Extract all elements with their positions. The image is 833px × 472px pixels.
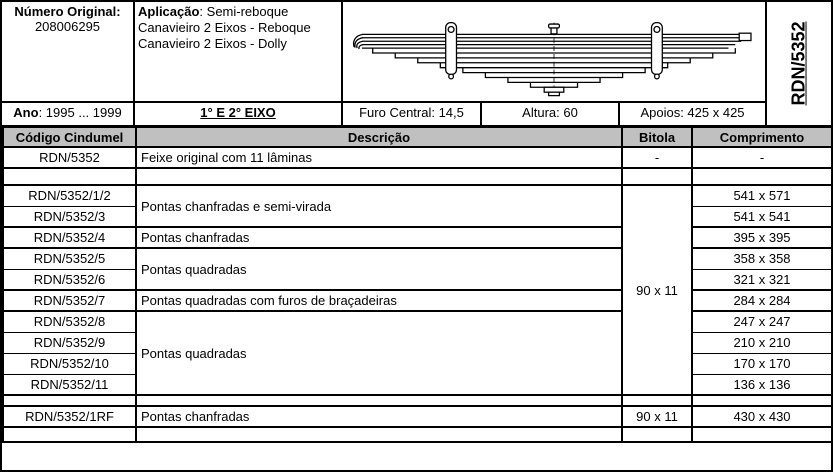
spacer-row bbox=[3, 427, 832, 442]
aplicacao-value: : Semi-reboque bbox=[199, 4, 289, 19]
aplicacao-line2: Canavieiro 2 Eixos - Reboque bbox=[138, 19, 311, 35]
cell-comp: - bbox=[692, 147, 832, 168]
ano-cell bbox=[2, 103, 135, 125]
empty-cell bbox=[136, 395, 622, 406]
cell-desc: Pontas quadradas com furos de braçadeiras bbox=[136, 290, 622, 311]
cell-bitola: 90 x 11 bbox=[622, 185, 692, 395]
cell-comp: 395 x 395 bbox=[692, 227, 832, 248]
aplicacao-line3: Canavieiro 2 Eixos - Dolly bbox=[138, 35, 287, 51]
cell-code: RDN/5352/9 bbox=[3, 332, 136, 353]
furo-central-cell: Furo Central: 14,5 bbox=[343, 103, 482, 125]
empty-cell bbox=[622, 168, 692, 185]
cell-comp: 247 x 247 bbox=[692, 311, 832, 332]
empty-cell bbox=[3, 395, 136, 406]
empty-cell bbox=[622, 427, 692, 442]
cell-comp: 284 x 284 bbox=[692, 290, 832, 311]
empty-cell bbox=[622, 395, 692, 406]
table-row bbox=[3, 311, 832, 332]
parts-table bbox=[2, 126, 833, 443]
table-row-original bbox=[3, 147, 832, 168]
cell-comp: 170 x 170 bbox=[692, 353, 832, 374]
empty-cell bbox=[3, 168, 136, 185]
cell-code: RDN/5352/8 bbox=[3, 311, 136, 332]
cell-code: RDN/5352/5 bbox=[3, 248, 136, 269]
top-info-area bbox=[2, 2, 831, 126]
aplicacao-label: Aplicação bbox=[138, 4, 200, 19]
spacer-row bbox=[3, 168, 832, 185]
empty-cell bbox=[692, 168, 832, 185]
cell-comp: 358 x 358 bbox=[692, 248, 832, 269]
aplicacao-cell bbox=[135, 2, 343, 101]
col-header-comprimento: Comprimento bbox=[692, 127, 832, 147]
table-row bbox=[3, 185, 832, 206]
cell-desc: Pontas quadradas bbox=[136, 248, 622, 290]
table-row bbox=[3, 248, 832, 269]
cell-desc: Feixe original com 11 lâminas bbox=[136, 147, 622, 168]
table-row-rf bbox=[3, 406, 832, 427]
cell-comp: 430 x 430 bbox=[692, 406, 832, 427]
table-row bbox=[3, 290, 832, 311]
cell-comp: 210 x 210 bbox=[692, 332, 832, 353]
cell-bitola: - bbox=[622, 147, 692, 168]
col-header-descricao: Descrição bbox=[136, 127, 622, 147]
cell-bitola: 90 x 11 bbox=[622, 406, 692, 427]
cell-desc: Pontas quadradas bbox=[136, 311, 622, 395]
cell-code: RDN/5352/1RF bbox=[3, 406, 136, 427]
cell-code: RDN/5352/4 bbox=[3, 227, 136, 248]
cell-code: RDN/5352/11 bbox=[3, 374, 136, 395]
ano-label: Ano bbox=[13, 105, 39, 120]
top-row-2 bbox=[2, 103, 765, 125]
table-row bbox=[3, 227, 832, 248]
altura-cell: Altura: 60 bbox=[482, 103, 620, 125]
aplicacao-line1 bbox=[138, 4, 338, 20]
table-header-row bbox=[3, 127, 832, 147]
cell-code: RDN/5352 bbox=[3, 147, 136, 168]
cell-desc: Pontas chanfradas bbox=[136, 227, 622, 248]
part-code-sidebar bbox=[765, 2, 831, 125]
cell-comp: 541 x 571 bbox=[692, 185, 832, 206]
drawing-cell bbox=[343, 2, 765, 101]
eixo-cell: 1° E 2° EIXO bbox=[135, 103, 343, 125]
cell-comp: 321 x 321 bbox=[692, 269, 832, 290]
col-header-codigo: Código Cindumel bbox=[3, 127, 136, 147]
numero-original-cell bbox=[2, 2, 135, 101]
numero-original-value: 208006295 bbox=[34, 19, 101, 34]
apoios-cell: Apoios: 425 x 425 bbox=[640, 105, 745, 120]
cell-comp: 136 x 136 bbox=[692, 374, 832, 395]
cell-code: RDN/5352/1/2 bbox=[3, 185, 136, 206]
spacer-row bbox=[3, 395, 832, 406]
cell-code: RDN/5352/10 bbox=[3, 353, 136, 374]
cell-code: RDN/5352/7 bbox=[3, 290, 136, 311]
col-header-bitola: Bitola bbox=[622, 127, 692, 147]
top-row-1 bbox=[2, 2, 765, 103]
cell-code: RDN/5352/6 bbox=[3, 269, 136, 290]
cell-code: RDN/5352/3 bbox=[3, 206, 136, 227]
ano-value: : 1995 ... 1999 bbox=[38, 105, 122, 120]
cell-desc: Pontas chanfradas bbox=[136, 406, 622, 427]
part-code-vertical-label: RDN/5352 bbox=[788, 21, 809, 106]
empty-cell bbox=[136, 427, 622, 442]
leaf-spring-diagram-icon bbox=[346, 3, 762, 101]
empty-cell bbox=[3, 427, 136, 442]
empty-cell bbox=[136, 168, 622, 185]
numero-original-label: Número Original: bbox=[14, 4, 121, 19]
cell-desc: Pontas chanfradas e semi-virada bbox=[136, 185, 622, 227]
cell-comp: 541 x 541 bbox=[692, 206, 832, 227]
empty-cell bbox=[692, 427, 832, 442]
empty-cell bbox=[692, 395, 832, 406]
